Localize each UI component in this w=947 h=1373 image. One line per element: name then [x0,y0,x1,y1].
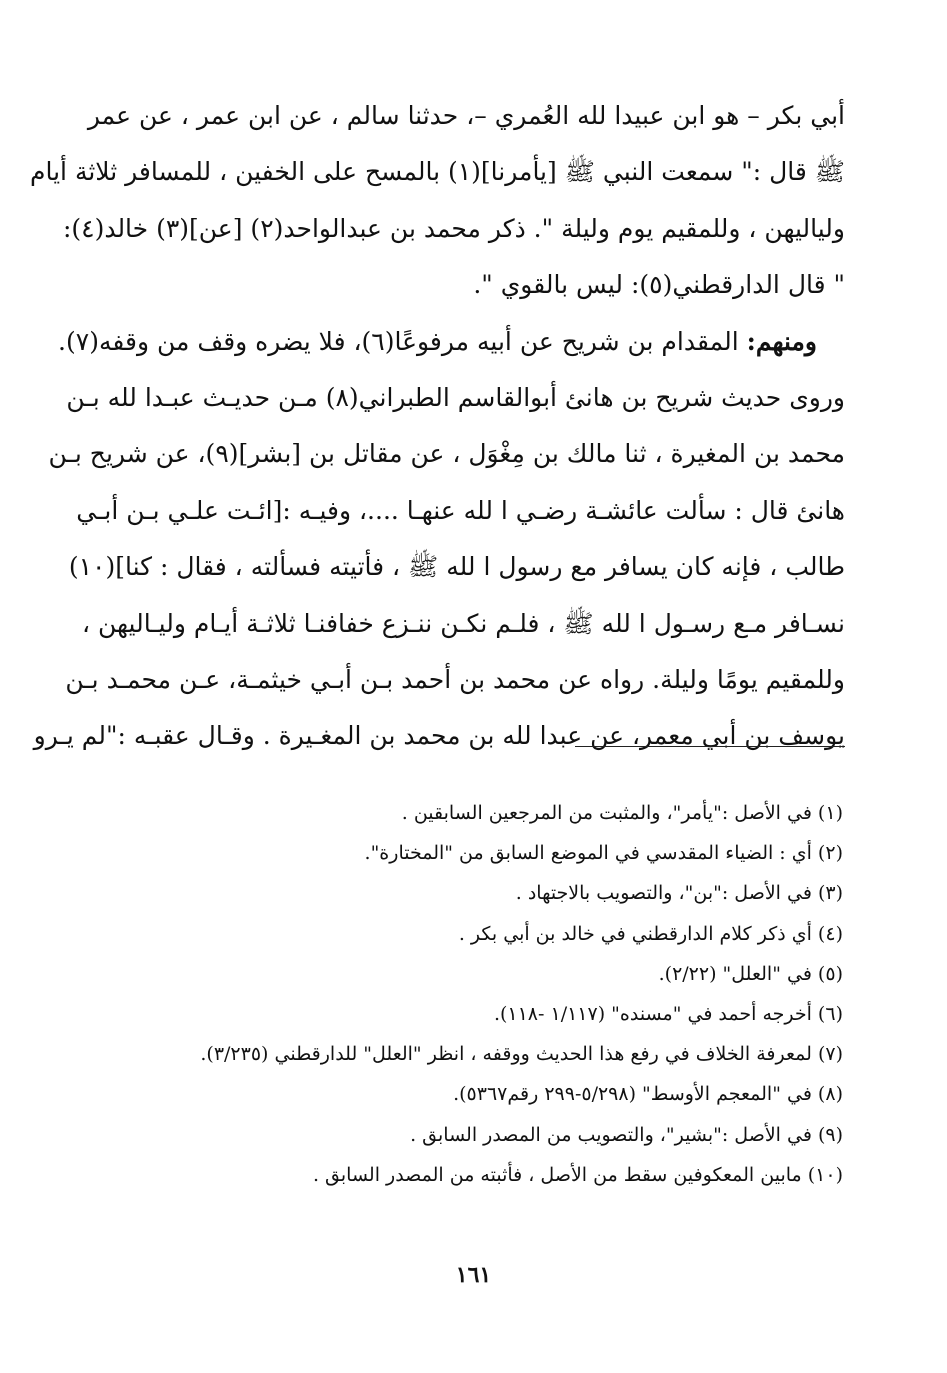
text-line-2: ﷺ قال :" سمعت النبي ﷺ [يأمرنا](١) بالمسح على الخفين ، للمسافر ثلاثة أيام [30,157,845,187]
footnote-6: (٦) أخرجه أحمد في "مسنده" (١/١١٧ -١١٨). [493,1002,843,1025]
footnote-separator [575,746,845,747]
text-line-5 [58,314,845,370]
footnote-4: (٤) أي ذكر كلام الدارقطني في خالد بن أبي بكر . [458,922,843,945]
footnote-1: (١) في الأصل :"يأمر"، والمثبت من المرجعين السابقين . [401,802,843,824]
footnote-8: (٨) في "المعجم الأوسط" (٥/٢٩٨-٢٩٩ رقم٥٣٦٧). [453,1083,843,1106]
main-text [30,88,845,765]
footnote-5: (٥) في "العلل" (٢/٢٢). [658,962,843,985]
text-line-10: نسـافر مـع رسـول ا لله ﷺ ، فلـم نكـن ننـزع خفافنـا ثلاثـة أيـام وليـاليهن ، [81,608,845,638]
footnotes [98,793,843,1195]
footnote-2: (٢) أي : الضياء المقدسي في الموضع السابق من "المختارة". [364,842,843,865]
text-line-7: محمد بن المغيرة ، ثنا مالك بن مِغْوَل ، عن مقاتل بن [بشر](٩)، عن شريح بـن [48,439,845,469]
text-line-3: ولياليهن ، وللمقيم يوم وليلة ". ذكر محمد بن عبدالواحد(٢) [عن](٣) خالد(٤): [62,213,845,243]
paragraph-label: ومنهم: [746,326,817,356]
text-line-12: يوسف بن أبي معمر، عن عبدا لله بن محمد بن المغـيرة . وقـال عقبـه :"لم يـرو [33,721,845,751]
footnote-3: (٣) في الأصل :"بن"، والتصويب بالاجتهاد . [515,882,843,905]
text-line-6: وروى حديث شريح بن هانئ أبوالقاسم الطبراني(٨) مـن حديـث عبـدا لله بـن [66,382,845,412]
footnote-9: (٩) في الأصل :"بشير"، والتصويب من المصدر السابق . [410,1123,843,1146]
page-number: ١٦١ [455,1262,492,1288]
footnote-10: (١٠) مابين المعكوفين سقط من الأصل ، فأثبته من المصدر السابق . [312,1163,843,1186]
text-line-11: وللمقيم يومًا وليلة. رواه عن محمد بن أحمد بـن أبـي خيثمـة، عـن محمـد بـن [65,664,845,694]
text-line-9: طالب ، فإنه كان يسافر مع رسول ا لله ﷺ ، فأتيته فسألته ، فقال : كنا](١٠) [68,552,845,582]
footnote-7: (٧) لمعرفة الخلاف في رفع هذا الحديث ووقفه ، انظر "العلل" للدارقطني (٣/٢٣٥). [200,1043,843,1066]
text-line-1: أبي بكر – هو ابن عبيدا لله العُمري –، حدثنا سالم ، عن ابن عمر ، عن عمر [87,101,845,130]
text-line-4: " قال الدارقطني(٥): ليس بالقوي ". [473,270,845,300]
paragraph-text: المقدام بن شريح عن أبيه مرفوعًا(٦)، فلا يضره وقف من وقفه(٧). [58,326,747,356]
text-line-8: هانئ قال : سألت عائشـة رضـي ا لله عنهـا ....، وفيـه :[ائـت علـي بـن أبـي [76,495,845,525]
